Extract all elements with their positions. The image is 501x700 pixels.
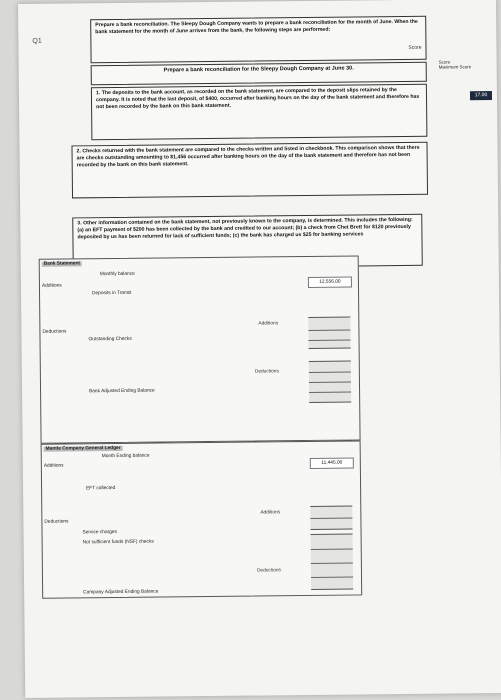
- monthly-balance-label: Monthly balance: [99, 271, 135, 278]
- outstanding-checks-label: Outstanding Checks: [88, 336, 132, 343]
- step-2-box: [71, 142, 428, 199]
- step-2-text: 2. Checks returned with the bank statement are compared to the checks written and listed in checkbook. This comparison shows that there are checks outstanding amounting to $1,456 occurred after banking hours on the day of the bank statement and therefore has not been recorded by the bank on this bank statement.: [76, 144, 420, 169]
- bank-deductions-label: Deductions: [42, 329, 67, 335]
- intro-text: Prepare a bank reconciliation. The Sleepy Dough Company wants to prepare a bank reconciliation for the month of June. When the bank statement for the month of June arrives from the bank, the following steps are performed:: [95, 18, 418, 36]
- bank-additions-side-label: Additions: [258, 321, 279, 327]
- bank-statement-title: Bank Statement: [43, 261, 81, 267]
- service-charges-label: Service charges: [82, 529, 117, 536]
- eft-collected-label: EFT collected: [86, 486, 116, 492]
- score-label: Score: [438, 59, 451, 65]
- maximum-score-value: 17.00: [470, 91, 492, 100]
- worksheet-page: [18, 0, 501, 698]
- bank-balance-amount: 12,556.00: [308, 277, 352, 288]
- ledger-additions-label: Additions: [43, 463, 64, 469]
- bank-additions-input[interactable]: [308, 317, 350, 349]
- ledger-deductions-side-label: Deductions: [256, 568, 281, 574]
- deposits-in-transit-label: Deposits in Transit: [92, 290, 132, 297]
- nsf-checks-label: Not sufficient funds (NSF) checks: [82, 539, 154, 546]
- score-header: [439, 59, 497, 70]
- heading-text: Prepare a bank reconciliation for the Sleepy Dough Company at June 30.: [163, 65, 354, 74]
- intro-score-tag: Score: [408, 44, 422, 51]
- intro-box: [90, 16, 426, 64]
- step-1-text: 1. The deposits to the bank account, as recorded on the bank statement, are compared to the deposit slips retained by the company. It is noted that the last deposit, of $400, occurred after banking hours on the day of the bank statement and therefore has not been recorded by the bank on this bank statement.: [95, 87, 420, 111]
- ledger-balance-amount: 11,445.00: [310, 458, 354, 469]
- general-ledger-title: Mantle Company General Ledger: [45, 445, 121, 452]
- bank-additions-label: Additions: [41, 283, 62, 289]
- general-ledger-panel: [41, 440, 363, 598]
- bank-deductions-side-label: Deductions: [254, 369, 279, 375]
- bank-adjusted-balance-label: Bank Adjusted Ending Balance: [89, 388, 155, 395]
- month-ending-balance-label: Month Ending balance: [101, 453, 150, 460]
- ledger-additions-side-label: Additions: [260, 510, 281, 516]
- ledger-additions-input[interactable]: [310, 506, 352, 530]
- bank-deductions-input[interactable]: [309, 361, 351, 403]
- step-1-box: [91, 84, 428, 141]
- reconciliation-heading: [91, 62, 427, 86]
- step-3-text: 3. Other information contained on the bank statement, not previously known to the company, is determined. This includes the following: (a) an EFT payment of $200 has been collected by the bank and credited to our account; (b) a check from Chet Brett for $120 previously deposited by us has been returned for lack of sufficient funds; (c) the bank has charged us $25 for banking services: [77, 216, 413, 241]
- maximum-score-label: Maximum Score: [438, 64, 472, 70]
- bank-statement-panel: [39, 255, 361, 443]
- ledger-deductions-input[interactable]: [311, 534, 354, 590]
- ledger-deductions-label: Deductions: [44, 519, 69, 525]
- company-adjusted-balance-label: Company Adjusted Ending Balance: [83, 589, 159, 596]
- question-number: Q1: [32, 37, 42, 45]
